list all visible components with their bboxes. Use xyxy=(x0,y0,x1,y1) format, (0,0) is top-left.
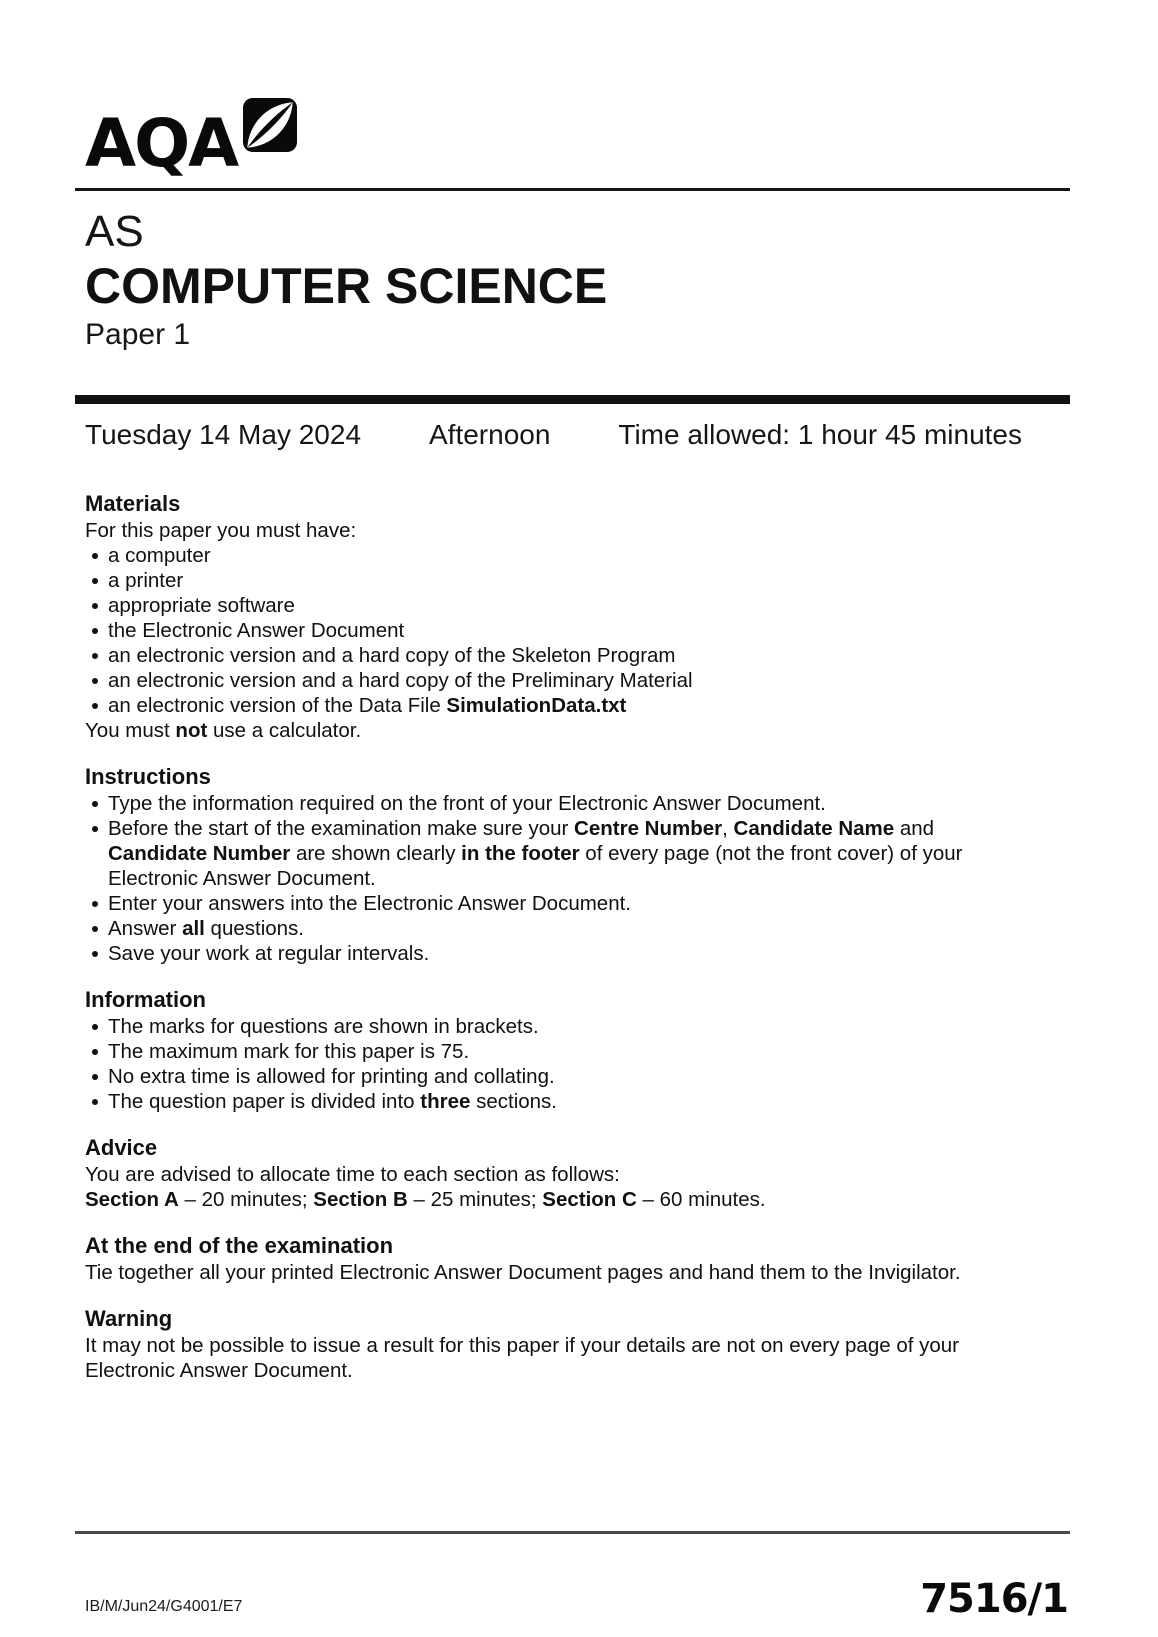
bold-text: Section C xyxy=(542,1188,637,1211)
text: Answer xyxy=(108,917,183,940)
text: sections. xyxy=(470,1090,558,1113)
bold-text: Candidate Number xyxy=(108,842,291,865)
section-heading: Information xyxy=(85,987,206,1012)
title-block xyxy=(85,207,1070,355)
bold-text: SimulationData.txt xyxy=(446,694,627,717)
text: Save your work at regular intervals. xyxy=(108,942,430,965)
section-line xyxy=(85,1333,1024,1383)
bullet-list xyxy=(85,543,1024,718)
text: The maximum mark for this paper is 75. xyxy=(108,1040,470,1063)
sections xyxy=(85,491,1070,1383)
section-heading: At the end of the examination xyxy=(85,1233,394,1258)
cover-section xyxy=(85,1135,1024,1212)
section-body xyxy=(85,1333,1024,1383)
section-line xyxy=(85,1187,1024,1212)
bullet-item xyxy=(85,693,1024,718)
bullet-item xyxy=(85,891,1024,916)
text: For this paper you must have: xyxy=(85,519,357,542)
aqa-logo-text: AQA xyxy=(85,105,238,182)
text: Type the information required on the front of your Electronic Answer Document. xyxy=(108,792,826,815)
section-body xyxy=(85,518,1024,743)
bullet-item xyxy=(85,668,1024,693)
bullet-item xyxy=(85,816,1024,891)
text: are shown clearly xyxy=(290,842,462,865)
cover-section xyxy=(85,1306,1024,1383)
exam-details-line xyxy=(85,419,1070,451)
text: and xyxy=(894,817,935,840)
cover-section xyxy=(85,764,1024,966)
section-body xyxy=(85,1162,1024,1212)
bullet-item xyxy=(85,1089,1024,1114)
text: Before the start of the examination make sure your xyxy=(108,817,575,840)
aqa-logo xyxy=(85,100,1070,188)
subject-title: COMPUTER SCIENCE xyxy=(85,258,608,314)
section-body xyxy=(85,791,1024,966)
bold-text: Section A xyxy=(85,1188,179,1211)
section-line xyxy=(85,518,1024,543)
text: appropriate software xyxy=(108,594,295,617)
footer-reference: IB/M/Jun24/G4001/E7 xyxy=(85,1598,243,1615)
bold-text: Section B xyxy=(313,1188,408,1211)
text: an electronic version and a hard copy of the Skeleton Program xyxy=(108,644,676,667)
cover-section xyxy=(85,1233,1024,1285)
cover-section xyxy=(85,987,1024,1114)
text: the Electronic Answer Document xyxy=(108,619,405,642)
title-divider xyxy=(75,395,1070,404)
section-line xyxy=(85,1260,1024,1285)
section-heading: Advice xyxy=(85,1135,158,1160)
bullet-item xyxy=(85,941,1024,966)
bullet-item xyxy=(85,1014,1024,1039)
bold-text: Centre Number xyxy=(574,817,723,840)
bullet-item xyxy=(85,593,1024,618)
exam-date: Tuesday 14 May 2024 xyxy=(85,419,362,450)
text: of every page (not the front cover) of your Electronic Answer Document. xyxy=(108,842,963,890)
text: – 20 minutes; xyxy=(178,1188,314,1211)
header-divider xyxy=(75,188,1070,191)
text: – 25 minutes; xyxy=(407,1188,543,1211)
bullet-item xyxy=(85,618,1024,643)
section-line xyxy=(85,718,1024,743)
footer-paper-code: 7516/1 xyxy=(920,1576,1068,1622)
bold-text: not xyxy=(175,719,208,742)
text: It may not be possible to issue a result for this paper if your details are not on every page of your Electronic Answer Document. xyxy=(85,1334,960,1382)
text: , xyxy=(722,817,734,840)
section-line xyxy=(85,1162,1024,1187)
text: a printer xyxy=(108,569,184,592)
text: questions. xyxy=(204,917,305,940)
bullet-item xyxy=(85,568,1024,593)
section-body xyxy=(85,1260,1024,1285)
text: You are advised to allocate time to each section as follows: xyxy=(85,1163,620,1186)
text: Enter your answers into the Electronic Answer Document. xyxy=(108,892,631,915)
exam-time-allowed: Time allowed: 1 hour 45 minutes xyxy=(618,419,1022,450)
bullet-item xyxy=(85,1064,1024,1089)
text: an electronic version of the Data File xyxy=(108,694,447,717)
paper-title: Paper 1 xyxy=(85,318,191,351)
bold-text: all xyxy=(182,917,205,940)
cover-section xyxy=(85,491,1024,743)
qualification-title: AS xyxy=(85,207,144,256)
bold-text: three xyxy=(420,1090,471,1113)
bullet-list xyxy=(85,1014,1024,1114)
section-heading: Materials xyxy=(85,491,181,516)
aqa-leaf-icon xyxy=(243,98,297,152)
text: You must xyxy=(85,719,176,742)
bullet-list xyxy=(85,791,1024,966)
bullet-item xyxy=(85,543,1024,568)
bullet-item xyxy=(85,791,1024,816)
text: a computer xyxy=(108,544,211,567)
section-heading: Instructions xyxy=(85,764,211,789)
text: use a calculator. xyxy=(207,719,362,742)
exam-session: Afternoon xyxy=(429,419,551,450)
footer xyxy=(85,1576,1068,1622)
text: The marks for questions are shown in brackets. xyxy=(108,1015,539,1038)
text: Tie together all your printed Electronic Answer Document pages and hand them to the Invigilator. xyxy=(85,1261,961,1284)
text: The question paper is divided into xyxy=(108,1090,421,1113)
bullet-item xyxy=(85,1039,1024,1064)
footer-divider xyxy=(75,1531,1070,1534)
bold-text: Candidate Name xyxy=(733,817,895,840)
text: – 60 minutes. xyxy=(636,1188,766,1211)
text: an electronic version and a hard copy of the Preliminary Material xyxy=(108,669,693,692)
section-body xyxy=(85,1014,1024,1114)
bold-text: in the footer xyxy=(461,842,580,865)
bullet-item xyxy=(85,916,1024,941)
text: No extra time is allowed for printing and collating. xyxy=(108,1065,555,1088)
bullet-item xyxy=(85,643,1024,668)
section-heading: Warning xyxy=(85,1306,173,1331)
